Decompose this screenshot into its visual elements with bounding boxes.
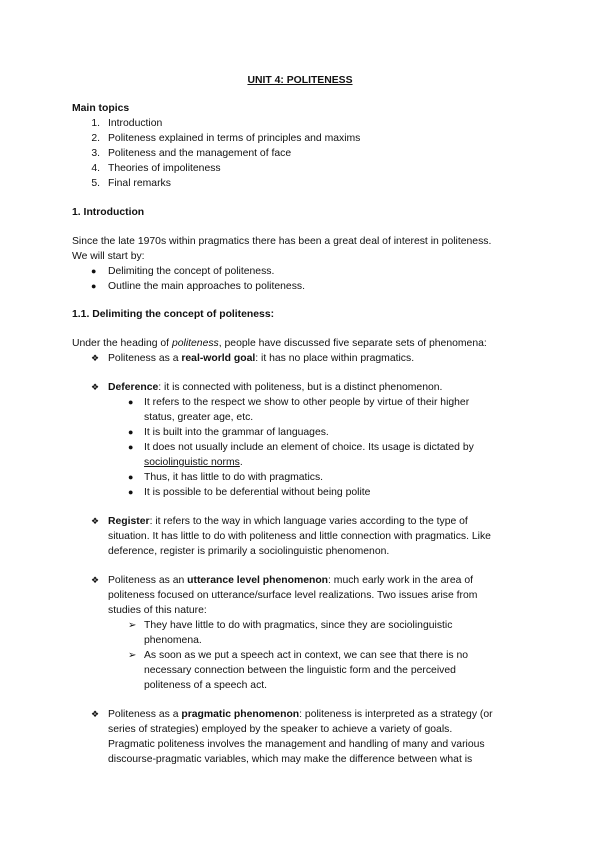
diamond-bullet-icon: ❖	[91, 575, 100, 585]
bullet-dot-icon: ●	[91, 281, 97, 291]
deference-subpoint: It is built into the grammar of languages.	[144, 427, 329, 438]
arrow-bullet-icon: ➢	[128, 650, 137, 661]
bullet-dot-icon: ●	[128, 397, 134, 407]
phenomenon-deference: Deference: it is connected with politeness, but is a distinct phenomenon.	[108, 382, 443, 393]
topic-number: 4.	[91, 163, 100, 174]
topic-number: 5.	[91, 178, 100, 189]
deference-subpoint: It refers to the respect we show to other people by virtue of their higher	[144, 397, 470, 408]
underlined-term: sociolinguistic norms	[144, 457, 240, 468]
section-heading-introduction: 1. Introduction	[72, 207, 145, 218]
pragmatic-continued: series of strategies) employed by the speaker to achieve a variety of goals.	[108, 724, 453, 735]
topic-item: Theories of impoliteness	[108, 163, 221, 174]
utterance-level-continued: studies of this nature:	[108, 605, 207, 616]
page-title: UNIT 4: POLITENESS	[247, 75, 353, 86]
utterance-issue: They have little to do with pragmatics, since they are sociolinguistic	[144, 620, 453, 631]
phenomenon-pragmatic: Politeness as a pragmatic phenomenon: politeness is interpreted as a strategy (or	[108, 709, 493, 720]
pragmatic-continued: discourse-pragmatic variables, which may make the difference between what is	[108, 754, 473, 765]
topic-number: 1.	[91, 118, 100, 129]
phenomenon-utterance-level: Politeness as an utterance level phenomenon: much early work in the area of	[108, 575, 473, 586]
section-lead-paragraph: Under the heading of politeness, people have discussed five separate sets of phenomena:	[72, 338, 487, 349]
deference-subpoint: It is possible to be deferential without being polite	[144, 487, 371, 498]
bullet-dot-icon: ●	[128, 427, 134, 437]
utterance-issue-continued: necessary connection between the linguistic form and the perceived	[144, 665, 456, 676]
register-continued: situation. It has little to do with politeness and little connection with pragmatics. Like	[108, 531, 491, 542]
intro-paragraph-line: We will start by:	[72, 251, 145, 262]
deference-subpoint: It does not usually include an element of choice. Its usage is dictated by	[144, 442, 474, 453]
section-heading-delimiting: 1.1. Delimiting the concept of politeness:	[72, 309, 275, 320]
arrow-bullet-icon: ➢	[128, 620, 137, 631]
diamond-bullet-icon: ❖	[91, 353, 100, 363]
phenomenon-register: Register: it refers to the way in which language varies according to the type of	[108, 516, 468, 527]
deference-subpoint-continued: status, greater age, etc.	[144, 412, 254, 423]
utterance-issue-continued: phenomena.	[144, 635, 202, 646]
topic-item: Final remarks	[108, 178, 171, 189]
topic-number: 3.	[91, 148, 100, 159]
diamond-bullet-icon: ❖	[91, 709, 100, 719]
topic-item: Politeness explained in terms of principles and maxims	[108, 133, 361, 144]
register-continued: deference, register is primarily a sociolinguistic phenomenon.	[108, 546, 390, 557]
bullet-dot-icon: ●	[91, 266, 97, 276]
utterance-issue: As soon as we put a speech act in context, we can see that there is no	[144, 650, 469, 661]
utterance-issue-continued: politeness of a speech act.	[144, 680, 268, 691]
topic-item: Introduction	[108, 118, 163, 129]
pragmatic-continued: Pragmatic politeness involves the management and handling of many and various	[108, 739, 485, 750]
italic-term: politeness	[171, 338, 219, 349]
phenomenon-real-world-goal: Politeness as a real-world goal: it has no place within pragmatics.	[108, 353, 415, 364]
main-topics-heading: Main topics	[72, 103, 130, 114]
bullet-dot-icon: ●	[128, 472, 134, 482]
intro-paragraph-line: Since the late 1970s within pragmatics there has been a great deal of interest in politeness.	[72, 236, 492, 247]
diamond-bullet-icon: ❖	[91, 516, 100, 526]
bullet-dot-icon: ●	[128, 487, 134, 497]
deference-subpoint-continued: sociolinguistic norms.	[144, 457, 243, 468]
utterance-level-continued: politeness focused on utterance/surface level realizations. Two issues arise from	[108, 590, 478, 601]
intro-bullet-item: Outline the main approaches to politeness.	[108, 281, 305, 292]
topic-number: 2.	[91, 133, 100, 144]
intro-bullet-item: Delimiting the concept of politeness.	[108, 266, 275, 277]
bullet-dot-icon: ●	[128, 442, 134, 452]
diamond-bullet-icon: ❖	[91, 382, 100, 392]
deference-subpoint: Thus, it has little to do with pragmatics.	[144, 472, 324, 483]
topic-item: Politeness and the management of face	[108, 148, 292, 159]
